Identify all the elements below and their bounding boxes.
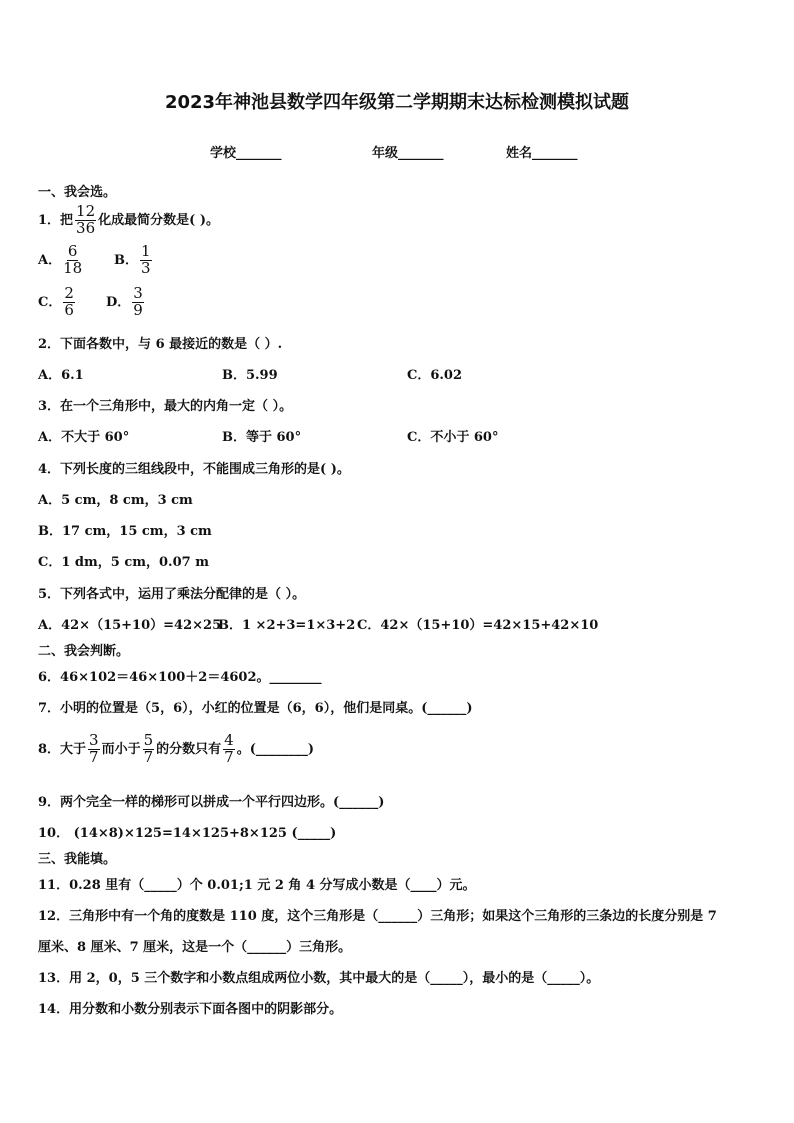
q2-option-b: B．5.99 xyxy=(222,368,278,383)
q1-b-label: B． xyxy=(114,252,138,268)
q8-fraction-3 xyxy=(223,733,235,766)
question-1 xyxy=(38,204,219,237)
q8-f3-num: 4 xyxy=(224,731,234,749)
q1-b-num: 1 xyxy=(141,242,151,260)
q8-fraction-1 xyxy=(88,733,100,766)
q1-d-label: D． xyxy=(106,294,131,310)
q8-f1-den: 7 xyxy=(89,747,99,766)
q3-option-b: B．等于 60° xyxy=(222,430,302,445)
q8-fraction-2 xyxy=(143,733,155,766)
question-11: 11．0.28 里有（_____）个 0.01;1 元 2 角 4 分写成小数是（____）元。 xyxy=(38,878,476,893)
q5-option-a: A．42×（15+10）=42×25 xyxy=(38,618,222,633)
q1-option-b xyxy=(114,244,154,277)
school-field: 学校_______ xyxy=(210,146,282,161)
q1-b-fraction xyxy=(140,244,152,277)
question-12-line-1: 12．三角形中有一个角的度数是 110 度，这个三角形是（______）三角形；如果这个三角形的三条边的长度分别是 7 xyxy=(38,909,717,924)
section-heading-3: 三、我能填。 xyxy=(38,852,117,867)
q1-pre: 1．把 xyxy=(38,212,74,228)
section-heading-1: 一、我会选。 xyxy=(38,185,117,200)
section-heading-2: 二、我会判断。 xyxy=(38,644,130,659)
q8-f3-den: 7 xyxy=(224,747,234,766)
q8-f2-den: 7 xyxy=(143,747,154,766)
page-title: 2023年神池县数学四年级第二学期期末达标检测模拟试题 xyxy=(164,92,630,113)
q1-b-den: 3 xyxy=(141,258,151,277)
q1-d-num: 3 xyxy=(133,284,143,302)
question-2: 2．下面各数中，与 6 最接近的数是（ ）. xyxy=(38,337,283,352)
question-14: 14．用分数和小数分别表示下面各图中的阴影部分。 xyxy=(38,1002,343,1017)
q5-option-b: B．1 ×2+3=1×3+2 xyxy=(218,618,356,633)
question-12-line-2: 厘米、8 厘米、7 厘米，这是一个（______）三角形。 xyxy=(38,940,352,955)
question-8 xyxy=(38,733,314,766)
q8-f1-num: 3 xyxy=(89,731,99,749)
q2-option-c: C．6.02 xyxy=(407,368,463,383)
q1-a-label: A． xyxy=(38,252,62,268)
q4-option-c: C．1 dm，5 cm，0.07 m xyxy=(38,555,209,570)
q2-option-a: A．6.1 xyxy=(38,368,84,383)
q1-c-den: 6 xyxy=(64,300,74,319)
q8-f2-num: 5 xyxy=(143,731,154,749)
question-6: 6．46×102＝46×100＋2＝4602。________ xyxy=(38,670,322,685)
q1-option-d xyxy=(106,286,146,319)
q4-option-b: B．17 cm，15 cm，3 cm xyxy=(38,524,212,539)
q1-d-fraction xyxy=(132,286,144,319)
q8-mid2: 的分数只有 xyxy=(156,741,222,757)
q1-post: 化成最简分数是( )。 xyxy=(98,212,219,228)
q1-fraction xyxy=(75,204,96,237)
question-3: 3．在一个三角形中，最大的内角一定（ ）。 xyxy=(38,399,293,414)
q8-mid: 而小于 xyxy=(101,741,141,757)
q4-option-a: A．5 cm，8 cm，3 cm xyxy=(38,493,193,508)
q8-post: 。(________) xyxy=(236,741,315,757)
q1-a-num: 6 xyxy=(67,242,78,260)
q5-option-c: C．42×（15+10）=42×15+42×10 xyxy=(357,618,599,633)
q1-den: 36 xyxy=(76,218,96,237)
q1-a-den: 18 xyxy=(63,258,83,277)
q3-option-c: C．不小于 60° xyxy=(407,430,499,445)
question-7: 7．小明的位置是（5，6），小红的位置是（6，6），他们是同桌。(______) xyxy=(38,701,473,716)
q1-c-label: C． xyxy=(38,294,62,310)
name-field: 姓名_______ xyxy=(506,146,578,161)
question-5: 5．下列各式中，运用了乘法分配律的是（ ）。 xyxy=(38,587,306,602)
q1-d-den: 9 xyxy=(133,300,143,319)
q1-c-fraction xyxy=(63,286,75,319)
q1-a-fraction xyxy=(63,244,82,277)
q8-pre: 8．大于 xyxy=(38,741,87,757)
grade-field: 年级_______ xyxy=(372,146,444,161)
question-13: 13．用 2，0，5 三个数字和小数点组成两位小数，其中最大的是（_____），最小的是（_____）。 xyxy=(38,971,600,986)
q1-num: 12 xyxy=(76,202,96,220)
q1-option-c xyxy=(38,286,77,319)
q3-option-a: A．不大于 60° xyxy=(38,430,130,445)
question-9: 9．两个完全一样的梯形可以拼成一个平行四边形。(______) xyxy=(38,795,385,810)
q1-c-num: 2 xyxy=(64,284,74,302)
question-4: 4．下列长度的三组线段中，不能围成三角形的是( )。 xyxy=(38,462,350,477)
q1-option-a xyxy=(38,244,84,277)
question-10: 10． (14×8)×125=14×125+8×125 (_____) xyxy=(38,826,337,841)
